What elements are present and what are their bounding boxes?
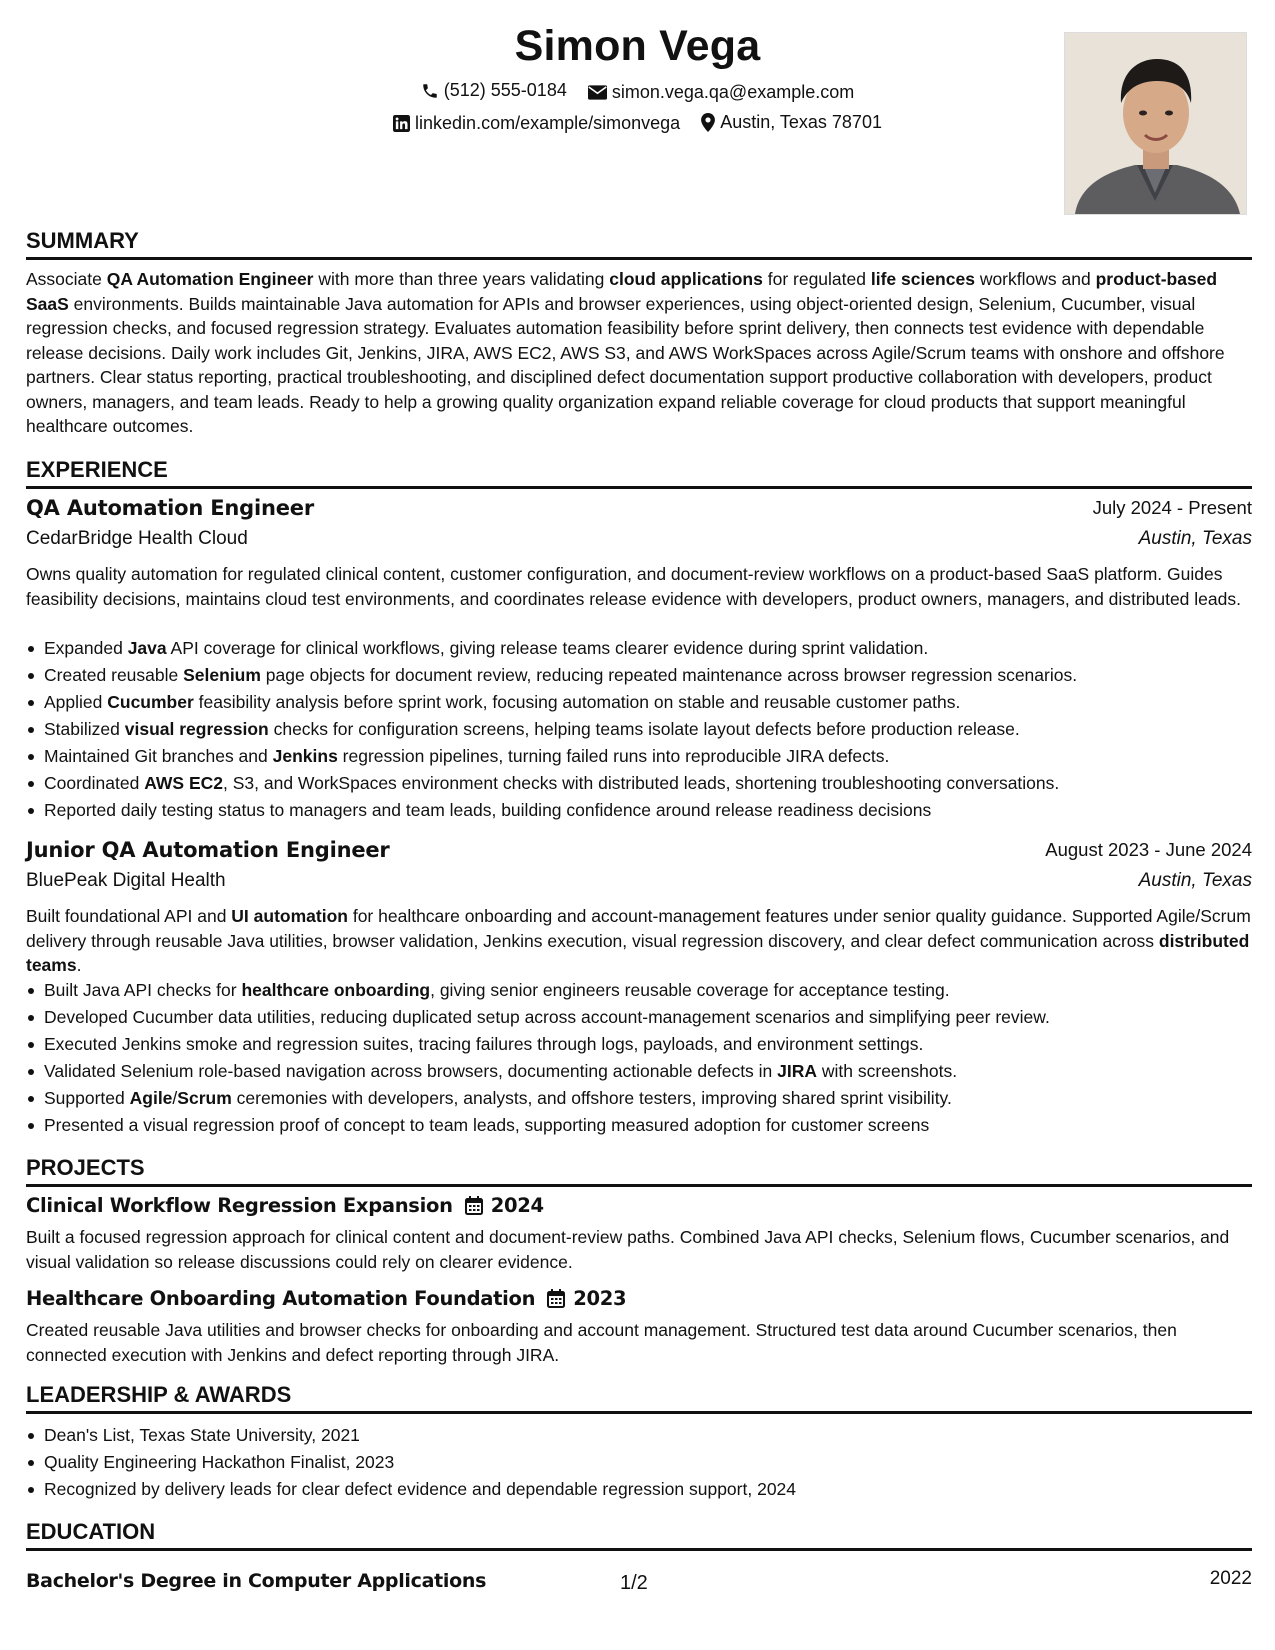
experience-divider: [26, 486, 1252, 489]
project-name: Clinical Workflow Regression Expansion: [26, 1194, 453, 1217]
company-name: BluePeak Digital Health: [26, 870, 226, 891]
map-pin-icon: [701, 113, 715, 132]
job-dates: August 2023 - June 2024: [1045, 839, 1252, 860]
job-bullet-list: [26, 977, 1270, 1139]
project-description: Created reusable Java utilities and browser checks for onboarding and account management. Structured test data around Cucumber scenarios, then connected execution with Jenkins and defect reporting through JIRA.: [26, 1320, 1177, 1365]
calendar-icon: [465, 1196, 483, 1215]
summary-text: Associate QA Automation Engineer with more than three years validating cloud applications for regulated life sciences workflows and product-based SaaS environments. Builds maintainable Java automation for APIs and browser experiences, using object-oriented design, Selenium, Cucumber, visual regression checks, and focused regression strategy. Evaluates automation feasibility before sprint delivery, then connects test evidence with dependable release decisions. Daily work includes Git, Jenkins, JIRA, AWS EC2, AWS S3, and AWS WorkSpaces across Agile/Scrum teams with onshore and offshore partners. Clear status reporting, practical troubleshooting, and disciplined defect documentation support productive collaboration with developers, product owners, managers, and team leads. Ready to help a growing quality organization expand reliable coverage for cloud products that support meaningful healthcare outcomes.: [26, 269, 1225, 436]
education-heading: EDUCATION: [26, 1519, 156, 1544]
list-item: Applied Cucumber feasibility analysis before sprint work, focusing automation on stable and reusable customer paths.: [44, 689, 1270, 716]
list-item: Quality Engineering Hackathon Finalist, 2023: [44, 1449, 1270, 1476]
projects-heading: PROJECTS: [26, 1155, 145, 1180]
email-address[interactable]: simon.vega.qa@example.com: [611, 81, 855, 102]
list-item: Maintained Git branches and Jenkins regression pipelines, turning failed runs into reproducible JIRA defects.: [44, 743, 1270, 770]
graduation-year: 2022: [1209, 1568, 1252, 1589]
project-title: [26, 1287, 626, 1310]
job-location: Austin, Texas: [1138, 870, 1252, 891]
profile-photo: [1064, 32, 1247, 215]
job-location: Austin, Texas: [1138, 528, 1252, 549]
list-item: Dean's List, Texas State University, 2021: [44, 1422, 1270, 1449]
list-item: Reported daily testing status to managers and team leads, building confidence around release readiness decisions: [44, 797, 1270, 824]
project-description: Built a focused regression approach for clinical content and document-review paths. Combined Java API checks, Selenium flows, Cucumber scenarios, and visual validation so release discussions could rely on clearer evidence.: [26, 1227, 1230, 1272]
job-dates: July 2024 - Present: [1092, 497, 1252, 518]
list-item: Recognized by delivery leads for clear defect evidence and dependable regression support, 2024: [44, 1476, 1270, 1503]
list-item: Built Java API checks for healthcare onboarding, giving senior engineers reusable coverage for acceptance testing.: [44, 977, 1270, 1004]
list-item: Executed Jenkins smoke and regression suites, tracing failures through logs, payloads, and environment settings.: [44, 1031, 1270, 1058]
job-description: Owns quality automation for regulated clinical content, customer configuration, and document-review workflows on a product-based SaaS platform. Guides feasibility decisions, maintains cloud test environments, and coordinates release evidence with developers, product owners, managers, and distributed leads.: [26, 564, 1241, 609]
leadership-heading: LEADERSHIP & AWARDS: [26, 1382, 292, 1407]
calendar-icon: [547, 1289, 565, 1308]
leadership-divider: [26, 1411, 1252, 1414]
list-item: Presented a visual regression proof of concept to team leads, supporting measured adoption for customer screens: [44, 1112, 1270, 1139]
linkedin-contact[interactable]: [393, 113, 680, 134]
phone-contact: [421, 80, 567, 101]
project-name: Healthcare Onboarding Automation Foundation: [26, 1287, 536, 1310]
envelope-icon: [588, 85, 607, 100]
linkedin-icon: [393, 115, 410, 132]
location-text: Austin, Texas 78701: [720, 112, 882, 132]
list-item: Created reusable Selenium page objects for document review, reducing repeated maintenance across browser regression scenarios.: [44, 662, 1270, 689]
degree-name: Bachelor's Degree in Computer Applications: [26, 1570, 487, 1592]
linkedin-url[interactable]: linkedin.com/example/simonvega: [415, 113, 681, 133]
awards-list: [26, 1422, 1270, 1503]
summary-divider: [26, 257, 1252, 260]
list-item: Expanded Java API coverage for clinical workflows, giving release teams clearer evidence during sprint validation.: [44, 635, 1270, 662]
list-item: Validated Selenium role-based navigation across browsers, documenting actionable defects in JIRA with screenshots.: [44, 1058, 1270, 1085]
location-contact: [701, 112, 882, 133]
experience-heading: EXPERIENCE: [26, 457, 168, 482]
project-year: 2024: [490, 1194, 544, 1217]
job-bullet-list: [26, 635, 1270, 824]
job-title: Junior QA Automation Engineer: [26, 838, 390, 862]
list-item: Developed Cucumber data utilities, reducing duplicated setup across account-management scenarios and simplifying peer review.: [44, 1004, 1270, 1031]
project-year: 2023: [573, 1287, 627, 1310]
candidate-name: Simon Vega: [514, 22, 761, 70]
projects-divider: [26, 1184, 1252, 1187]
email-contact[interactable]: [588, 82, 854, 103]
list-item: Supported Agile/Scrum ceremonies with developers, analysts, and offshore testers, improving shared sprint visibility.: [44, 1085, 1270, 1112]
job-description: Built foundational API and UI automation for healthcare onboarding and account-management features under senior quality guidance. Supported Agile/Scrum delivery through reusable Java utilities, browser validation, Jenkins execution, visual regression discovery, and clear defect communication across distributed teams.: [26, 906, 1251, 975]
job-title: QA Automation Engineer: [26, 496, 314, 520]
phone-number: (512) 555-0184: [443, 80, 567, 100]
company-name: CedarBridge Health Cloud: [26, 528, 248, 549]
education-divider: [26, 1548, 1252, 1551]
project-title: [26, 1194, 544, 1217]
phone-icon: [421, 82, 439, 100]
list-item: Stabilized visual regression checks for configuration screens, helping teams isolate layout defects before production release.: [44, 716, 1270, 743]
list-item: Coordinated AWS EC2, S3, and WorkSpaces environment checks with distributed leads, shortening troubleshooting conversations.: [44, 770, 1270, 797]
page-number: 1/2: [620, 1572, 648, 1594]
summary-heading: SUMMARY: [26, 228, 139, 253]
